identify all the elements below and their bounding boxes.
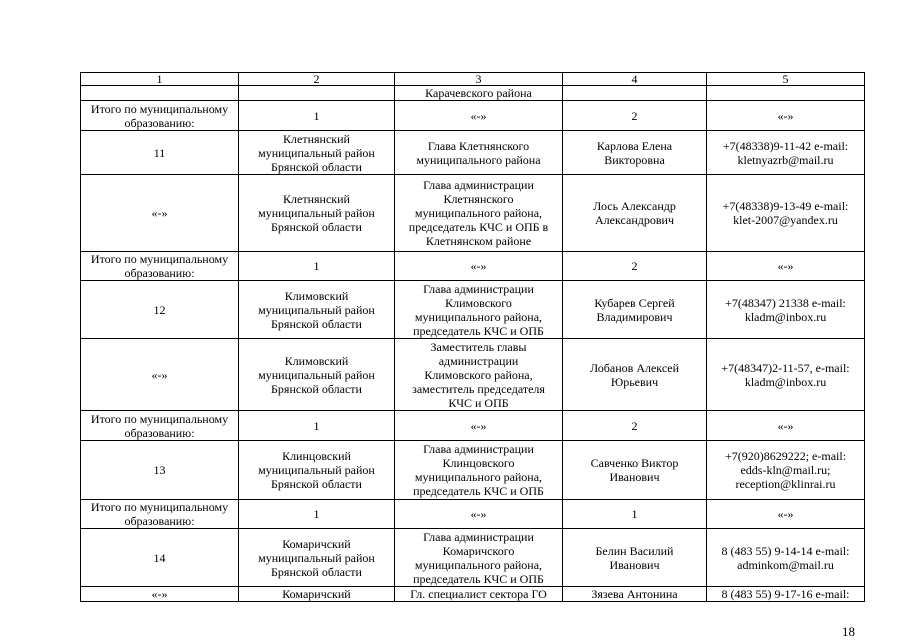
table-cell: Савченко Виктор Иванович: [563, 441, 707, 500]
table-cell: «-»: [395, 101, 563, 131]
table-row: [81, 529, 865, 587]
table-cell: «-»: [707, 101, 865, 131]
table-cell: Заместитель главы администрации Климовского района, заместитель председателя КЧС и ОПБ: [395, 339, 563, 411]
table-row: [81, 86, 865, 101]
table-cell: Глава администрации Климовского муниципального района, председатель КЧС и ОПБ: [395, 281, 563, 339]
table-cell: Лось Александр Александрович: [563, 175, 707, 252]
table-row: [81, 252, 865, 281]
table-cell: Итого по муниципальному образованию:: [81, 500, 239, 529]
table-cell: Итого по муниципальному образованию:: [81, 101, 239, 131]
table-cell: 8 (483 55) 9-14-14 e-mail: adminkom@mail.ru: [707, 529, 865, 587]
table-cell: Карачевского района: [395, 86, 563, 101]
table-cell: 2: [563, 101, 707, 131]
table-cell: Зязева Антонина: [563, 587, 707, 602]
table-cell: [563, 86, 707, 101]
table-cell: Глава администрации Клинцовского муниципального района, председатель КЧС и ОПБ: [395, 441, 563, 500]
table-cell: «-»: [707, 500, 865, 529]
table-cell: Клетнянский муниципальный район Брянской области: [239, 131, 395, 175]
table-cell: «-»: [81, 587, 239, 602]
table-cell: Комаричский: [239, 587, 395, 602]
table-cell: «-»: [707, 411, 865, 441]
table-row: [81, 281, 865, 339]
table-cell: 1: [239, 252, 395, 281]
table-cell: 13: [81, 441, 239, 500]
table-cell: Клетнянский муниципальный район Брянской области: [239, 175, 395, 252]
table-cell: Климовский муниципальный район Брянской области: [239, 281, 395, 339]
column-number-5: 5: [707, 73, 865, 86]
table-header-row: [81, 73, 865, 86]
table-cell: «-»: [81, 339, 239, 411]
table-cell: Кубарев Сергей Владимирович: [563, 281, 707, 339]
table-cell: «-»: [395, 252, 563, 281]
table-cell: +7(48347)2-11-57, e-mail: kladm@inbox.ru: [707, 339, 865, 411]
table-cell: Комаричский муниципальный район Брянской области: [239, 529, 395, 587]
table-cell: 11: [81, 131, 239, 175]
table-cell: Гл. специалист сектора ГО: [395, 587, 563, 602]
column-number-4: 4: [563, 73, 707, 86]
table-cell: «-»: [395, 500, 563, 529]
table-cell: [81, 86, 239, 101]
column-number-2: 2: [239, 73, 395, 86]
table-cell: 1: [563, 500, 707, 529]
table-row: [81, 339, 865, 411]
table-cell: «-»: [707, 252, 865, 281]
table-cell: 2: [563, 411, 707, 441]
table-cell: Белин Василий Иванович: [563, 529, 707, 587]
table-cell: [239, 86, 395, 101]
table-cell: 1: [239, 101, 395, 131]
page-number: 18: [842, 624, 855, 639]
table-row: [81, 175, 865, 252]
table-row: [81, 131, 865, 175]
table-cell: Глава администрации Клетнянского муниципального района, председатель КЧС и ОПБ в Клетнянском районе: [395, 175, 563, 252]
table-row: [81, 500, 865, 529]
column-number-1: 1: [81, 73, 239, 86]
table-cell: Карлова Елена Викторовна: [563, 131, 707, 175]
table-cell: Клинцовский муниципальный район Брянской области: [239, 441, 395, 500]
table-cell: Климовский муниципальный район Брянской области: [239, 339, 395, 411]
table-cell: Глава Клетнянского муниципального района: [395, 131, 563, 175]
table-cell: [707, 86, 865, 101]
table-cell: 12: [81, 281, 239, 339]
table-cell: «-»: [395, 411, 563, 441]
table-cell: Итого по муниципальному образованию:: [81, 252, 239, 281]
table-cell: 1: [239, 411, 395, 441]
table-cell: Лобанов Алексей Юрьевич: [563, 339, 707, 411]
table-cell: 8 (483 55) 9-17-16 e-mail:: [707, 587, 865, 602]
table-cell: 1: [239, 500, 395, 529]
table-row: [81, 587, 865, 602]
table-cell: Глава администрации Комаричского муниципального района, председатель КЧС и ОПБ: [395, 529, 563, 587]
table-row: [81, 101, 865, 131]
table-cell: +7(48347) 21338 e-mail: kladm@inbox.ru: [707, 281, 865, 339]
table-cell: +7(48338)9-13-49 e-mail: klet-2007@yandex.ru: [707, 175, 865, 252]
table-cell: Итого по муниципальному образованию:: [81, 411, 239, 441]
table-row: [81, 441, 865, 500]
column-number-3: 3: [395, 73, 563, 86]
table-cell: 14: [81, 529, 239, 587]
table-cell: +7(48338)9-11-42 e-mail: kletnyazrb@mail.ru: [707, 131, 865, 175]
table-cell: «-»: [81, 175, 239, 252]
table-cell: 2: [563, 252, 707, 281]
contacts-table: [80, 72, 865, 602]
table-row: [81, 411, 865, 441]
table-cell: +7(920)8629222; e-mail: edds-kln@mail.ru; reception@klinrai.ru: [707, 441, 865, 500]
